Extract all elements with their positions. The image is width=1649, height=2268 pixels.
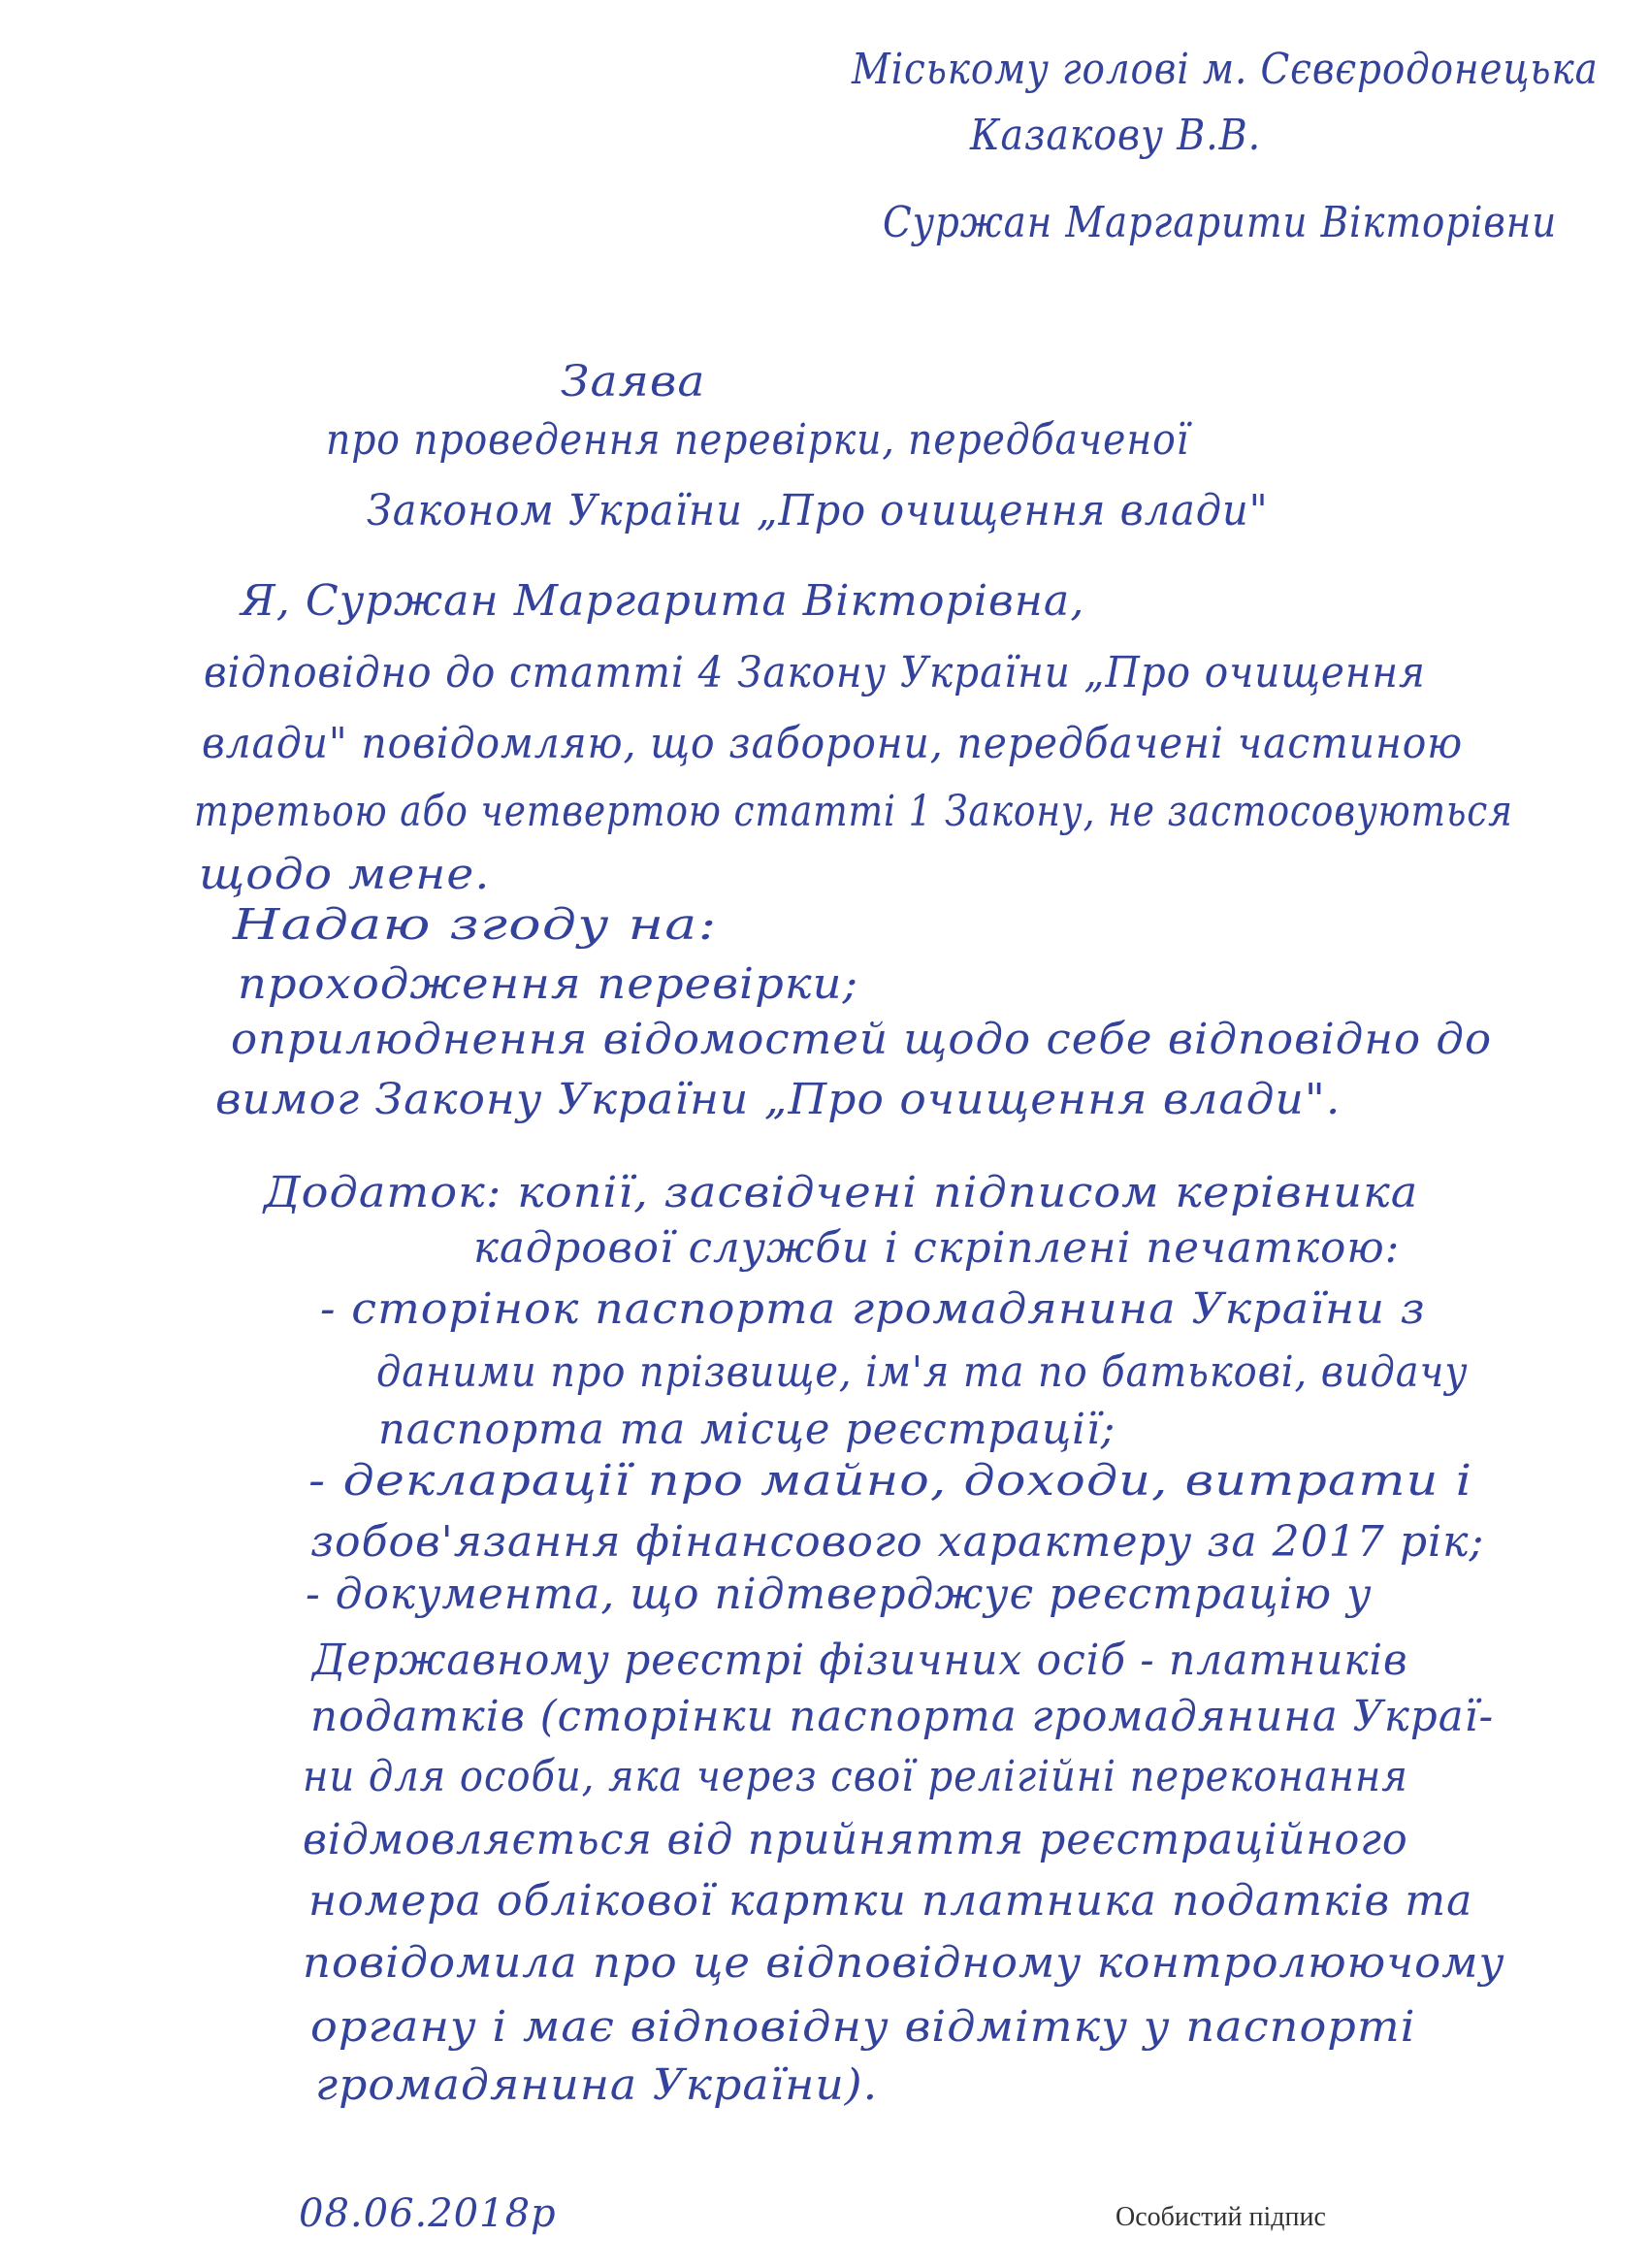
attachments-line-1: Додаток: копії, засвідчені підписом керівника: [264, 1168, 1419, 1217]
attachments-line-7: зобов'язання фінансового характеру за 2017 рік;: [310, 1517, 1485, 1567]
attachments-line-14: повідомила про це відповідному контролюючому: [303, 1938, 1505, 1988]
date: 08.06.2018р: [299, 2191, 557, 2236]
attachments-line-3: - сторінок паспорта громадянина України з: [320, 1284, 1426, 1334]
attachments-line-2: кадрової служби і скріплені печаткою:: [473, 1223, 1401, 1273]
body-line-4: третьою або четвертою статті 1 Закону, не застосовуються: [194, 787, 1513, 836]
attachments-line-11: ни для особи, яка через свої релігійні переконання: [303, 1752, 1408, 1801]
attachments-line-13: номера облікової картки платника податків та: [308, 1876, 1473, 1926]
attachments-line-4: даними про прізвище, ім'я та по батькові, видачу: [376, 1347, 1469, 1397]
body-line-3: влади" повідомляю, що заборони, передбачені частиною: [202, 719, 1464, 768]
body-line-2: відповідно до статті 4 Закону України „Про очищення: [204, 648, 1426, 697]
body-line-1: Я, Суржан Маргарита Вікторівна,: [241, 576, 1085, 626]
attachments-line-6: - декларації про майно, доходи, витрати і: [308, 1456, 1473, 1506]
attachments-line-9: Державному реєстрі фізичних осіб - платників: [312, 1636, 1408, 1685]
heading-subject-line-1: про проведення перевірки, передбаченої: [326, 415, 1190, 465]
body-line-6: Надаю згоду на:: [233, 900, 718, 950]
document-title: Заява: [561, 357, 706, 406]
attachments-line-10: податків (сторінки паспорта громадянина Украї-: [310, 1692, 1495, 1741]
sender-name: Суржан Маргарити Вікторівни: [883, 198, 1558, 247]
signature-label: Особистий підпис: [1116, 2202, 1326, 2232]
attachments-line-12: відмовляється від прийняття реєстраційного: [303, 1815, 1408, 1864]
attachments-line-5: паспорта та місце реєстрації;: [378, 1405, 1116, 1454]
heading-subject-line-2: Законом України „Про очищення влади": [367, 486, 1269, 535]
body-line-5: щодо мене.: [199, 850, 491, 899]
addressee-line-1: Міському голові м. Сєвєродонецька: [852, 45, 1599, 94]
attachments-line-15: органу і має відповідну відмітку у паспорті: [310, 2002, 1416, 2052]
attachments-line-16: громадянина України).: [315, 2060, 879, 2110]
attachments-line-8: - документа, що підтверджує реєстрацію у: [306, 1570, 1373, 1619]
addressee-line-2: Казакову В.В.: [970, 111, 1262, 160]
body-line-8: оприлюднення відомостей щодо себе відповідно до: [231, 1015, 1493, 1064]
body-line-9: вимог Закону України „Про очищення влади".: [215, 1075, 1342, 1124]
body-line-7: проходження перевірки;: [238, 959, 859, 1009]
